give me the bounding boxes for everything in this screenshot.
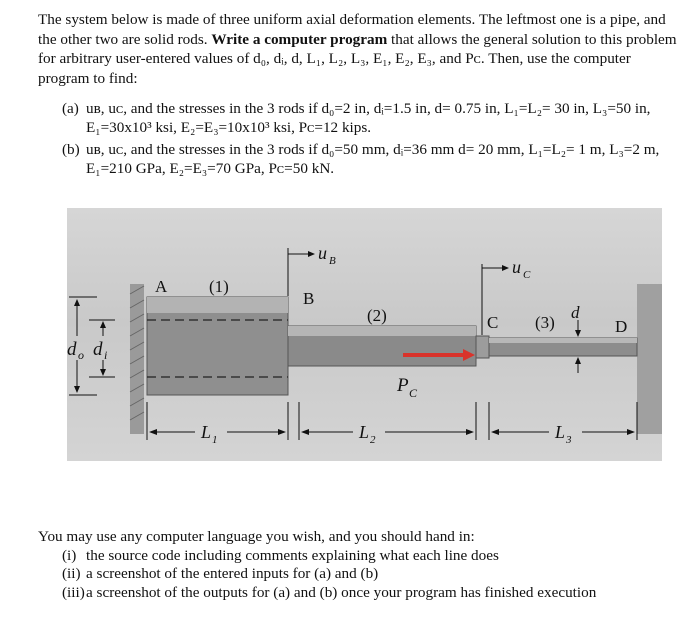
uc-subscript: C: [523, 269, 531, 281]
l2-arrow-right: [466, 429, 474, 435]
l1-subscript: 1: [212, 434, 218, 446]
handin-intro: You may use any computer language you wish, and you should hand in:: [38, 528, 475, 545]
handin-item-text: a screenshot of the entered inputs for (a) and (b): [86, 565, 379, 582]
intro-bold: Write a computer program: [211, 30, 388, 48]
l1-symbol: L: [201, 422, 212, 442]
handin-item-num: (iii): [62, 583, 85, 601]
part-a-text: uʙ, uᴄ, and the stresses in the 3 rods if d₀=2 in, dᵢ=1.5 in, d= 0.75 in, L₁=L₂= 30 in, L₃=50 in, E₁=30x10³ ksi, E₂=E₃=10x10³ ksi, Pᴄ=12 kips.: [86, 100, 651, 136]
do-arrow-down: [74, 386, 80, 393]
intro-text-1: The system below is made of three uniform axial deformation elements. The leftmost one is a pipe, and the other two are solid rods.: [38, 11, 666, 48]
l2-subscript: 2: [370, 434, 376, 446]
figure-drawing: [67, 208, 662, 461]
pipe-highlight: [147, 297, 288, 313]
l3-arrow-left: [491, 429, 499, 435]
handin-item-text: the source code including comments explaining what each line does: [86, 546, 499, 564]
ub-symbol: u: [318, 243, 327, 263]
handin-item-text: a screenshot of the outputs for (a) and (b) once your program has finished execution: [86, 583, 597, 601]
l3-arrow-right: [627, 429, 635, 435]
uc-symbol: u: [512, 257, 521, 277]
label-c: C: [487, 313, 499, 332]
intro-text-2: that allows the general solution to this problem for arbitrary user-entered values of d₀, dᵢ, d, L₁, L₂, L₃, E₁, E₂, E₃, and Pᴄ. Then, use the computer program to find:: [38, 30, 677, 87]
l3-subscript: 3: [566, 434, 572, 446]
pc-subscript: C: [409, 386, 418, 400]
label-a: A: [155, 277, 168, 296]
di-subscript: i: [104, 348, 108, 362]
di-arrow-up: [100, 321, 106, 328]
l3-symbol: L: [555, 422, 566, 442]
ub-arrow-head: [308, 251, 315, 257]
handin-section: [38, 528, 688, 602]
handin-list: [38, 547, 688, 603]
label-d: D: [615, 317, 628, 336]
part-a-label: (a): [62, 100, 79, 117]
d-arrow-down: [575, 330, 581, 337]
problem-parts: [62, 100, 677, 182]
part-b: [62, 141, 677, 178]
uc-arrow-head: [502, 265, 509, 271]
d-symbol: d: [571, 303, 580, 322]
label-2: (2): [367, 306, 387, 325]
part-a: [62, 100, 677, 137]
handin-item: [38, 565, 688, 584]
di-symbol: d: [93, 339, 103, 360]
l1-arrow-right: [278, 429, 286, 435]
axial-system-figure: [67, 208, 662, 461]
handin-item: [38, 584, 688, 603]
label-1: (1): [209, 277, 229, 296]
l2-symbol: L: [359, 422, 370, 442]
rod-3-highlight: [489, 338, 637, 343]
label-3: (3): [535, 313, 555, 332]
l2-arrow-left: [301, 429, 309, 435]
handin-item: [38, 547, 688, 566]
problem-intro: [38, 10, 678, 88]
pc-symbol: P: [397, 375, 409, 396]
do-arrow-up: [74, 299, 80, 306]
handin-item-num: (i): [62, 546, 77, 564]
handin-item-num: (ii): [62, 565, 81, 582]
do-symbol: d: [67, 339, 77, 360]
part-b-label: (b): [62, 141, 80, 158]
rod-2-highlight: [288, 326, 476, 336]
part-b-text: uʙ, uᴄ, and the stresses in the 3 rods if d₀=50 mm, dᵢ=36 mm d= 20 mm, L₁=L₂= 1 m, L₃=2 m, E₁=210 GPa, E₂=E₃=70 GPa, Pᴄ=50 kN.: [86, 141, 660, 177]
l1-arrow-left: [149, 429, 157, 435]
d-arrow-up: [575, 357, 581, 364]
ub-subscript: B: [329, 255, 336, 267]
collar-c: [476, 336, 489, 358]
right-wall: [637, 284, 662, 434]
di-arrow-down: [100, 369, 106, 376]
label-b: B: [303, 289, 315, 308]
do-subscript: o: [78, 348, 84, 362]
